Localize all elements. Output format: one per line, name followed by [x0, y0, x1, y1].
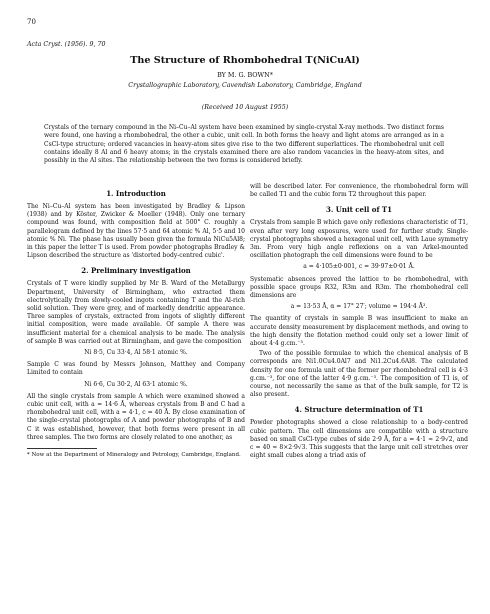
section-heading-introduction: 1. Introduction: [106, 189, 166, 198]
cell-dimensions-equation: a = 4·105±0·001, c = 39·97±0·01 Å.: [303, 263, 415, 271]
structure-paragraph: Powder photographs showed a close relationship to a body-centred cubic pattern. The cell dimensions are compatible with a structure based on small CsCl-type cubes of side 2·9 Å, for a = 4·1 ≈ 2·9√2, and c = 40 ≈ 8×2·9√3. This suggests that the large unit cell stretches over eight small cubes along a triad axis of: [250, 419, 468, 460]
affiliation: Crystallographic Laboratory, Cavendish Laboratory, Cambridge, England: [128, 82, 362, 89]
continuation-paragraph: will be described later. For convenience, the rhombohedral form will be called T1 and the cubic form T2 throughout this paper.: [250, 183, 468, 199]
samples-paragraph: All the single crystals from sample A which were examined showed a cubic unit cell, with a = 14·6 Å, whereas crystals from B and C had a rhombohedral unit cell, with a = 4·1, c = 40 Å. By close examination of the single-crystal photographs of A and powder photographs of B and C it was established, however, that both forms were present in all three samples. The two forms are closely related to one another, as: [27, 392, 245, 441]
density-paragraph: The quantity of crystals in sample B was insufficient to make an accurate density measurement by displacement methods, and owing to the high density the flotation method could only set a lower limit of about 4·4 g.cm.⁻³.: [250, 315, 468, 348]
preliminary-paragraph: Crystals of T were kindly supplied by Mr B. Ward of the Metallurgy Department, University of Birmingham, who extracted them electrolytically from slowly-cooled ingots containing T and the Al-rich solid solution. They were grey, and of markedly dendritic appearance. Three samples of crystals, extracted from ingots of slightly different initial composition, were made available. Of sample A there was insufficient material for a chemical analysis to be made. The analysis of sample B was carried out at Birmingham, and gave the composition: [27, 280, 245, 345]
footnote-rule: [27, 448, 97, 449]
left-column: [27, 183, 245, 459]
received-date: (Received 10 August 1955): [201, 104, 289, 111]
unit-cell-paragraph: Crystals from sample B which gave only reflexions characteristic of T1, even after very long exposures, were used for further study. Single-crystal photographs showed a hexagonal unit cell, with Laue symmetry 3m. From very high angle reflexions on a van Arkel-mounted oscillation photograph the cell dimensions were found to be: [250, 219, 468, 260]
section-heading-structure: 4. Structure determination of T1: [294, 405, 424, 415]
footnote: * Now at the Department of Mineralogy and Petrology, Cambridge, England.: [27, 452, 241, 459]
sample-c-paragraph: Sample C was found by Messrs Johnson, Matthey and Company Limited to contain: [27, 361, 245, 377]
section-heading-preliminary: 2. Preliminary investigation: [81, 266, 191, 276]
systematic-absences-paragraph: Systematic absences proved the lattice to be rhombohedral, with possible space groups R32, R3m and R3m. The rhombohedral cell dimensions are: [250, 275, 468, 300]
section-heading-unit-cell: 3. Unit cell of T1: [326, 205, 392, 215]
composition-sample-c: Ni 6·6, Cu 30·2, Al 63·1 atomic %.: [84, 380, 188, 388]
paper-title: The Structure of Rhombohedral T(NiCuAl): [130, 55, 360, 66]
rhombohedral-cell-equation: a = 13·53 Å, α = 17° 27′; volume = 194·4 Å³.: [290, 303, 428, 311]
introduction-paragraph: The Ni–Cu–Al system has been investigated by Bradley & Lipson (1938) and by Köster, Zwicker & Moeller (1948). Only one ternary compound was found, with composition field at 500° C. roughly a parallelogram defined by the lines 57·5 and 64 atomic % Al, 5·5 and 10 atomic % Ni. The phase has usually been given the formula NiCu5Al8; in this paper the letter T is used. From powder photographs Bradley & Lipson described the structure as 'distorted body-centred cubic'.: [27, 203, 245, 260]
abstract: Crystals of the ternary compound in the Ni–Cu–Al system have been examined by single-crystal X-ray methods. Two distinct forms were found, one having a rhombohedral, the other a cubic, unit cell. In both forms the heavy and light atoms are arranged as in a CsCl-type structure; ordered vacancies in heavy-atom sites give rise to the two different superlattices. The rhombohedral unit cell contains ideally 8 Al and 6 heavy atoms; in the crystals examined there are also random vacancies in the heavy-atom sites, and possibly in the Al sites. The relationship between the two forms is considered briefly.: [44, 124, 444, 164]
author-line: BY M. G. BOWN*: [217, 71, 273, 79]
right-column: [250, 183, 468, 462]
formulae-paragraph: Two of the possible formulae to which the chemical analysis of B corresponds are Ni1.0Cu4.0Al7 and Ni1.2Cu4.6Al8. The calculated density for one formula unit of the former per rhombohedral cell is 4·3 g.cm.⁻³, for one of the latter 4·9 g.cm.⁻³. The composition of T1 is, of course, not necessarily the same as that of the bulk sample, for T2 is also present.: [250, 350, 468, 399]
page-number: 70: [27, 18, 36, 26]
composition-sample-b: Ni 8·5, Cu 33·4, Al 58·1 atomic %.: [84, 349, 188, 357]
journal-reference-text: Acta Cryst. (1956). 9, 70: [27, 41, 106, 48]
journal-reference: [27, 41, 105, 48]
